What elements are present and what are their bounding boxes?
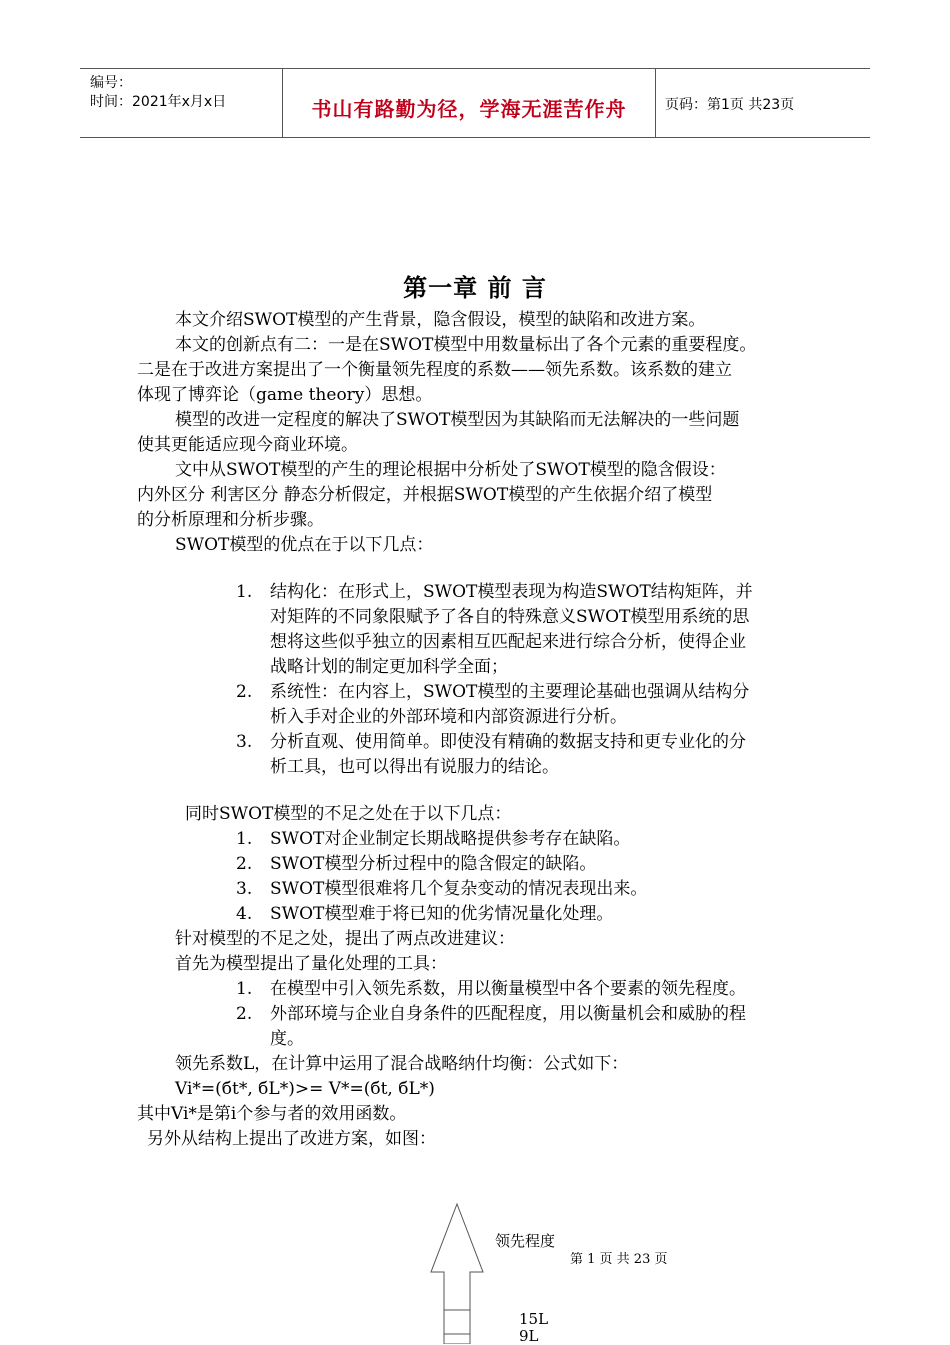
paragraph-line: SWOT模型的优点在于以下几点：: [175, 535, 434, 555]
paragraph-line: 本文的创新点有二：一是在SWOT模型中用数量标出了各个元素的重要程度。: [175, 335, 757, 355]
list-number: 1.: [236, 979, 253, 999]
formula: Vi*=(бt*, бL*)>= V*=(бt, бL*): [175, 1079, 435, 1099]
level-label: 9L: [519, 1327, 539, 1345]
document-date-label: 时间：2021年x月x日: [90, 94, 227, 110]
paragraph-line: 本文介绍SWOT模型的产生背景，隐含假设，模型的缺陷和改进方案。: [175, 310, 706, 330]
list-item-line: 度。: [270, 1029, 304, 1049]
paragraph-line: 文中从SWOT模型的产生的理论根据中分析处了SWOT模型的隐含假设：: [175, 460, 726, 480]
chapter-title: 第一章 前 言: [403, 274, 547, 302]
list-item-line: 在模型中引入领先系数，用以衡量模型中各个要素的领先程度。: [270, 979, 746, 999]
list-item-line: 想将这些似乎独立的因素相互匹配起来进行综合分析，使得企业: [270, 632, 746, 652]
paragraph-line: 内外区分 利害区分 静态分析假定，并根据SWOT模型的产生依据介绍了模型: [137, 485, 713, 505]
page-footer: 第 1 页 共 23 页: [570, 1252, 668, 1267]
list-item-line: 析工具，也可以得出有说服力的结论。: [270, 757, 559, 777]
header-page-cell: [656, 69, 870, 137]
list-number: 3.: [236, 732, 253, 752]
list-item-line: 析入手对企业的外部环境和内部资源进行分析。: [270, 707, 627, 727]
list-number: 4.: [236, 904, 253, 924]
first-intro: 首先为模型提出了量化处理的工具：: [175, 954, 447, 974]
document-number-label: 编号：: [90, 75, 132, 91]
structure-intro: 另外从结构上提出了改进方案，如图：: [147, 1129, 436, 1149]
level-label: 15L: [519, 1310, 549, 1328]
header-motto-cell: [283, 69, 656, 137]
list-number: 1.: [236, 829, 253, 849]
header-info-cell: [80, 69, 283, 137]
paragraph-line: 模型的改进一定程度的解决了SWOT模型因为其缺陷而无法解决的一些问题: [175, 410, 740, 430]
list-number: 2.: [236, 854, 253, 874]
list-number: 1.: [236, 582, 253, 602]
paragraph-line: 使其更能适应现今商业环境。: [137, 435, 358, 455]
list-number: 2.: [236, 682, 253, 702]
header-page-label: 页码：第1页 共23页: [665, 97, 795, 113]
formula-intro: 领先系数L，在计算中运用了混合战略纳什均衡：公式如下：: [175, 1054, 629, 1074]
list-item-line: SWOT模型很难将几个复杂变动的情况表现出来。: [270, 879, 648, 899]
paragraph-line: 体现了博弈论（game theory）思想。: [137, 385, 433, 405]
list-item-line: 对矩阵的不同象限赋予了各自的特殊意义SWOT模型用系统的思: [270, 607, 750, 627]
list-number: 3.: [236, 879, 253, 899]
formula-note: 其中Vi*是第i个参与者的效用函数。: [137, 1104, 407, 1124]
page-header: [80, 68, 870, 138]
list-item-line: SWOT模型分析过程中的隐含假定的缺陷。: [270, 854, 597, 874]
list-number: 2.: [236, 1004, 253, 1024]
list-item-line: 战略计划的制定更加科学全面；: [270, 657, 508, 677]
paragraph-line: 的分析原理和分析步骤。: [137, 510, 324, 530]
list-item-line: SWOT模型难于将已知的优劣情况量化处理。: [270, 904, 614, 924]
paragraph-line: 二是在于改进方案提出了一个衡量领先程度的系数——领先系数。该系数的建立: [137, 360, 732, 380]
improve-intro: 针对模型的不足之处，提出了两点改进建议：: [175, 929, 515, 949]
list-item-line: 结构化：在形式上，SWOT模型表现为构造SWOT结构矩阵，并: [270, 582, 753, 602]
weakness-intro: 同时SWOT模型的不足之处在于以下几点：: [185, 804, 512, 824]
axis-label: 领先程度: [495, 1232, 556, 1250]
list-item-line: SWOT对企业制定长期战略提供参考存在缺陷。: [270, 829, 631, 849]
list-item-line: 外部环境与企业自身条件的匹配程度，用以衡量机会和威胁的程: [270, 1004, 746, 1024]
list-item-line: 分析直观、使用简单。即使没有精确的数据支持和更专业化的分: [270, 732, 746, 752]
header-motto: 书山有路勤为径，学海无涯苦作舟: [311, 97, 627, 121]
list-item-line: 系统性：在内容上，SWOT模型的主要理论基础也强调从结构分: [270, 682, 750, 702]
leading-degree-arrow: [426, 1200, 496, 1344]
